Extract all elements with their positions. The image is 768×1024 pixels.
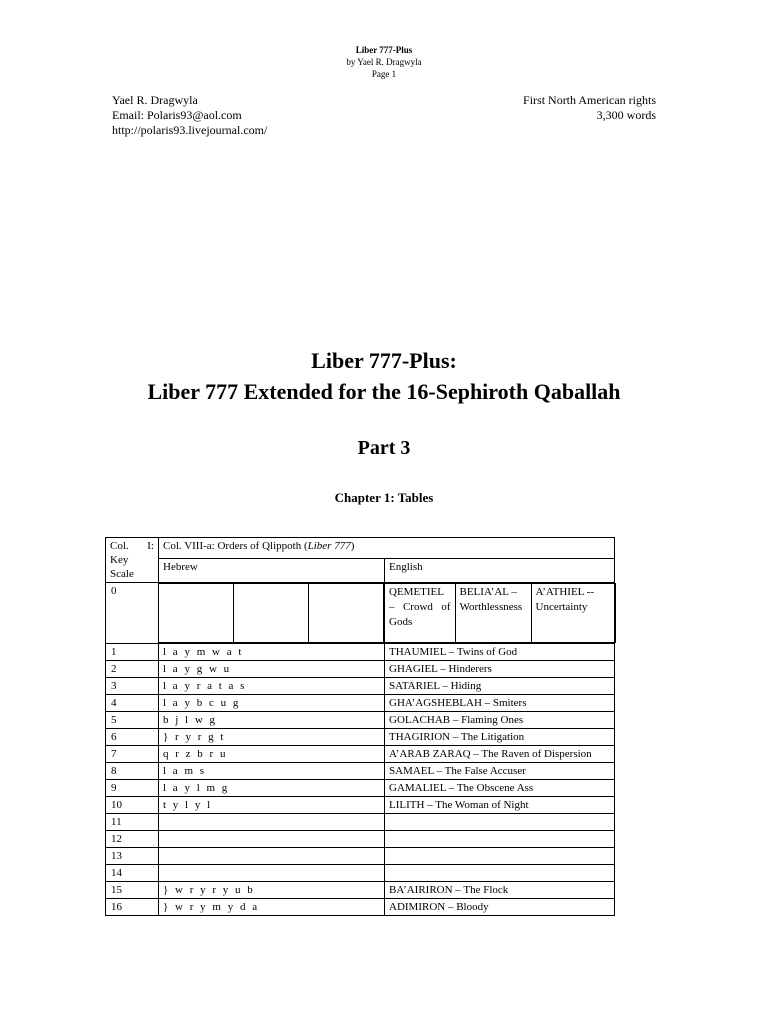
table-row xyxy=(106,644,615,661)
hebrew-cell: l a y b c u g xyxy=(159,695,385,712)
table-row xyxy=(106,899,615,916)
document-title: Liber 777-Plus: xyxy=(311,348,457,373)
table-row xyxy=(106,661,615,678)
english-subgrid xyxy=(385,583,616,643)
key-cell: 0 xyxy=(106,583,159,644)
key-cell: 12 xyxy=(106,831,159,848)
key-cell: 16 xyxy=(106,899,159,916)
column-header-suffix: ) xyxy=(350,540,355,552)
english-subcell: QEMETIEL – Crowd of Gods xyxy=(385,584,455,643)
column-header-italic: Liber 777 xyxy=(307,540,351,552)
hebrew-cell: l a y g w u xyxy=(159,661,385,678)
english-cell: GOLACHAB – Flaming Ones xyxy=(385,712,615,729)
table-row xyxy=(106,583,615,644)
english-cell: LILITH – The Woman of Night xyxy=(385,797,615,814)
key-cell: 15 xyxy=(106,882,159,899)
english-cell xyxy=(385,865,615,882)
column-header xyxy=(159,538,615,559)
english-cell xyxy=(385,848,615,865)
hebrew-subgrid xyxy=(159,583,384,643)
hebrew-cell: } r y r g t xyxy=(159,729,385,746)
hebrew-cell: l a y l m g xyxy=(159,780,385,797)
running-header-title: Liber 777-Plus xyxy=(355,45,413,55)
english-cell: THAUMIEL – Twins of God xyxy=(385,644,615,661)
english-subcell: BELIA’AL – Worthlessness xyxy=(455,584,531,643)
hebrew-cell: l a y m w a t xyxy=(159,644,385,661)
english-cell: THAGIRION – The Litigation xyxy=(385,729,615,746)
hebrew-cell xyxy=(159,848,385,865)
table-row xyxy=(106,797,615,814)
table-row xyxy=(106,695,615,712)
key-cell: 3 xyxy=(106,678,159,695)
key-cell: 1 xyxy=(106,644,159,661)
qlippoth-table xyxy=(105,537,615,916)
key-cell: 7 xyxy=(106,746,159,763)
table-row xyxy=(106,831,615,848)
key-cell: 5 xyxy=(106,712,159,729)
english-header: English xyxy=(385,559,615,583)
chapter-heading: Chapter 1: Tables xyxy=(334,490,434,505)
hebrew-cell: l a y r a t a s xyxy=(159,678,385,695)
table-row xyxy=(106,882,615,899)
hebrew-cell: l a m s xyxy=(159,763,385,780)
author-block xyxy=(112,93,267,138)
english-cell: BA’AIRIRON – The Flock xyxy=(385,882,615,899)
running-header-byline: by Yael R. Dragwyla xyxy=(346,57,422,67)
key-scale-header: Col. I: Key Scale xyxy=(106,538,159,583)
hebrew-cell: q r z b r u xyxy=(159,746,385,763)
key-cell: 4 xyxy=(106,695,159,712)
key-cell: 10 xyxy=(106,797,159,814)
document-subtitle: Liber 777 Extended for the 16-Sephiroth Qaballah xyxy=(147,379,621,404)
table-row xyxy=(106,814,615,831)
key-cell: 6 xyxy=(106,729,159,746)
english-subcell: A’ATHIEL -- Uncertainty xyxy=(531,584,615,643)
hebrew-cell: } w r y m y d a xyxy=(159,899,385,916)
key-cell: 2 xyxy=(106,661,159,678)
english-cell: GHAGIEL – Hinderers xyxy=(385,661,615,678)
key-cell: 11 xyxy=(106,814,159,831)
table-row xyxy=(106,763,615,780)
key-cell: 13 xyxy=(106,848,159,865)
table-row xyxy=(106,780,615,797)
table-row xyxy=(106,678,615,695)
word-count: 3,300 words xyxy=(596,108,656,122)
english-cell xyxy=(385,831,615,848)
table-row xyxy=(106,848,615,865)
hebrew-cell: } w r y r y u b xyxy=(159,882,385,899)
author-email: Email: Polaris93@aol.com xyxy=(112,108,242,122)
key-cell: 14 xyxy=(106,865,159,882)
hebrew-cell xyxy=(159,865,385,882)
running-header-page: Page 1 xyxy=(371,69,397,79)
hebrew-cell xyxy=(159,814,385,831)
hebrew-cell xyxy=(159,583,385,644)
table-subheader-row xyxy=(106,559,615,583)
table-header-row xyxy=(106,538,615,559)
key-cell: 8 xyxy=(106,763,159,780)
english-cell: SAMAEL – The False Accuser xyxy=(385,763,615,780)
part-heading: Part 3 xyxy=(357,437,411,459)
author-url: http://polaris93.livejournal.com/ xyxy=(112,123,268,137)
rights-text: First North American rights xyxy=(523,93,656,107)
english-cell: GAMALIEL – The Obscene Ass xyxy=(385,780,615,797)
english-cell: A’ARAB ZARAQ – The Raven of Dispersion xyxy=(385,746,615,763)
table-row xyxy=(106,712,615,729)
english-cell xyxy=(385,583,615,644)
table-row xyxy=(106,746,615,763)
english-cell: SATARIEL – Hiding xyxy=(385,678,615,695)
author-name: Yael R. Dragwyla xyxy=(112,93,198,107)
english-cell: ADIMIRON – Bloody xyxy=(385,899,615,916)
hebrew-cell: b j l w g xyxy=(159,712,385,729)
column-header-prefix: Col. VIII-a: Orders of Qlippoth ( xyxy=(163,540,308,552)
key-cell: 9 xyxy=(106,780,159,797)
table-row xyxy=(106,865,615,882)
hebrew-cell: t y l y l xyxy=(159,797,385,814)
hebrew-header: Hebrew xyxy=(159,559,385,583)
hebrew-cell xyxy=(159,831,385,848)
english-cell: GHA’AGSHEBLAH – Smiters xyxy=(385,695,615,712)
english-cell xyxy=(385,814,615,831)
table-row xyxy=(106,729,615,746)
rights-block xyxy=(523,93,656,123)
